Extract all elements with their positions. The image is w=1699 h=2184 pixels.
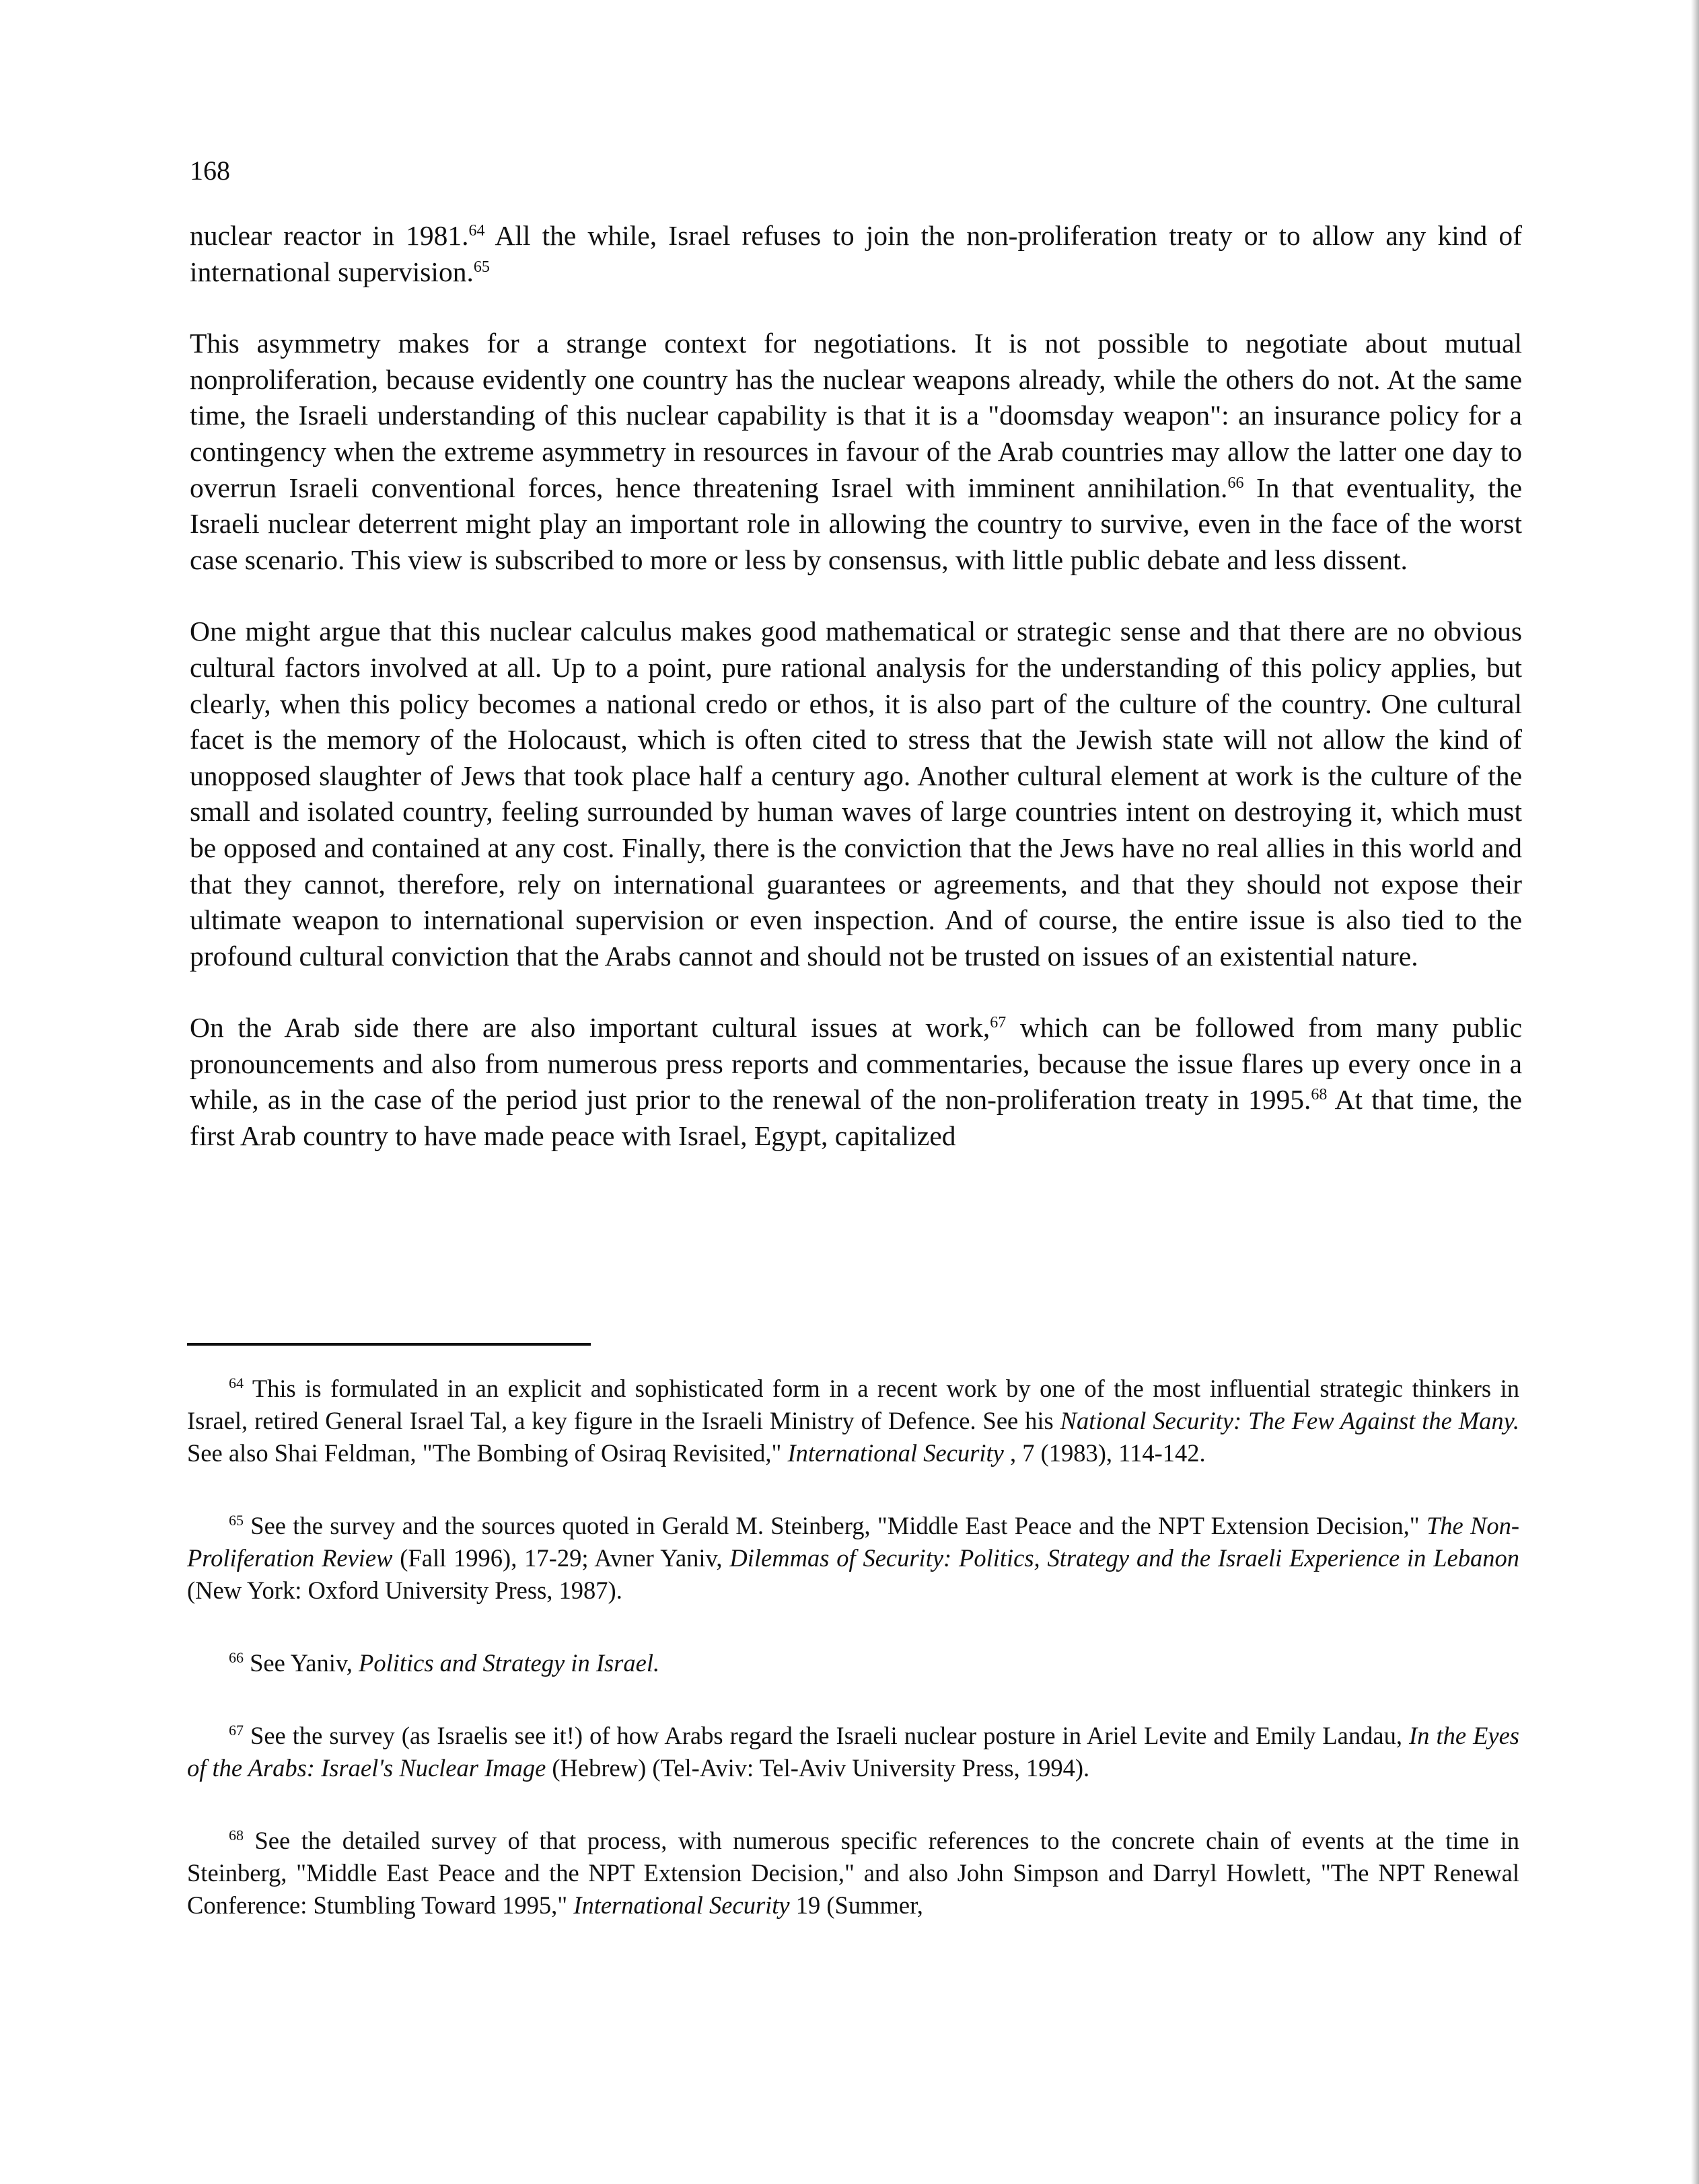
footnote-number [229,1647,244,1679]
text-run: (New York: Oxford University Press, 1987). [187,1576,622,1604]
text-run: On the Arab side there are also important cultural issues at work, [190,1012,990,1044]
text-run: (Hebrew) (Tel-Aviv: Tel-Aviv University Press, 1994). [546,1754,1090,1782]
text-run: This is formulated in an explicit and sophisticated form in a recent work by one of the most influential strategic thinkers in Israel, retired General Israel Tal, a key figure in the Israeli Ministry of Defence. See his [187,1375,1519,1434]
text-run: nuclear reactor in 1981. [190,220,469,251]
paragraph [190,614,1522,974]
text-run: See Yaniv, [244,1649,359,1677]
footnotes-section [187,1373,1519,1962]
italic-title: In the Eyes of the Arabs: Israel's Nuclear Image [187,1722,1519,1782]
footnote-number [229,1510,244,1542]
italic-title: National Security: The Few Against the Many. [1060,1407,1519,1434]
paragraph [190,218,1522,290]
text-run: which can be followed from many public pronouncements and also from numerous press reports and commentaries, because the issue flares up every once in a while, as in the case of the period just prior to the renewal of the non-proliferation treaty in 1995. [190,1012,1522,1116]
text-run: All the while, Israel refuses to join the non-proliferation treaty or to allow any kind of international supervision. [190,220,1522,287]
footnote-reference: 67 [990,1014,1007,1032]
text-run: At that time, the first Arab country to have made peace with Israel, Egypt, capitalized [190,1084,1522,1152]
italic-title: International Security [787,1439,1004,1467]
footnote-divider [187,1343,591,1346]
footnote [187,1373,1519,1469]
text-run: This asymmetry makes for a strange context for negotiations. It is not possible to negotiate about mutual nonproliferation, because evidently one country has the nuclear weapons already, while the others do not. At the same time, the Israeli understanding of this nuclear capability is that it is a "doomsday weapon": an insurance policy for a contingency when the extreme asymmetry in resources in favour of the Arab countries may allow the latter one day to overrun Israeli conventional forces, hence threatening Israel with imminent annihilation. [190,328,1522,503]
footnote-number-label: 65 [229,1512,244,1529]
text-run: , 7 (1983), 114-142. [1003,1439,1206,1467]
footnote [187,1510,1519,1607]
text-run: See the survey and the sources quoted in Gerald M. Steinberg, "Middle East Peace and the NPT Extension Decision," [244,1512,1426,1539]
text-run: See also Shai Feldman, "The Bombing of Osiraq Revisited," [187,1439,788,1467]
footnote-reference: 66 [1227,474,1244,492]
footnote-reference: 64 [468,222,485,240]
paragraph [190,1010,1522,1154]
scan-edge-shadow [1691,0,1699,2184]
footnote-number-label: 68 [229,1827,244,1844]
footnote [187,1825,1519,1922]
text-run: See the survey (as Israelis see it!) of how Arabs regard the Israeli nuclear posture in Ariel Levite and Emily Landau, [244,1722,1410,1749]
footnote-number [229,1825,244,1857]
footnote-number-label: 66 [229,1649,244,1666]
footnote-reference: 65 [473,258,490,276]
text-run: One might argue that this nuclear calculus makes good mathematical or strategic sense and that there are no obvious cultural factors involved at all. Up to a point, pure rational analysis for the understanding of this policy applies, but clearly, when this policy becomes a national credo or ethos, it is also part of the culture of the country. One cultural facet is the memory of the Holocaust, which is often cited to stress that the Jewish state will not allow the kind of unopposed slaughter of Jews that took place half a century ago. Another cultural element at work is the culture of the small and isolated country, feeling surrounded by human waves of large countries intent on destroying it, which must be opposed and contained at any cost. Finally, there is the conviction that the Jews have no real allies in this world and that they cannot, therefore, rely on international guarantees or agreements, and that they should not expose their ultimate weapon to international supervision or even inspection. And of course, the entire issue is also tied to the profound cultural conviction that the Arabs cannot and should not be trusted on issues of an existential nature. [190,616,1522,972]
footnote-number [229,1720,244,1752]
footnote-number [229,1373,244,1405]
footnote-number-label: 64 [229,1375,244,1391]
italic-title: Dilemmas of Security: Politics, Strategy and the Israeli Experience in Lebanon [729,1544,1520,1572]
text-run: See the detailed survey of that process, with numerous specific references to the concrete chain of events at the time in Steinberg, "Middle East Peace and the NPT Extension Decision," and also John Simpson and Darryl Howlett, "The NPT Renewal Conference: Stumbling Toward 1995," [187,1827,1519,1919]
italic-title: Politics and Strategy in Israel. [359,1649,660,1677]
text-run: 19 (Summer, [789,1891,923,1919]
text-run: In that eventuality, the Israeli nuclear deterrent might play an important role in allowing the country to survive, even in the face of the worst case scenario. This view is subscribed to more or less by consensus, with little public debate and less dissent. [190,472,1523,575]
italic-title: International Security [573,1891,790,1919]
main-text [190,218,1522,1155]
footnote-number-label: 67 [229,1722,244,1739]
page-number: 168 [190,155,230,186]
italic-title: The Non-Proliferation Review [187,1512,1520,1572]
footnote [187,1720,1519,1784]
footnote-reference: 68 [1311,1086,1328,1104]
text-run: (Fall 1996), 17-29; Avner Yaniv, [392,1544,730,1572]
paragraph [190,326,1522,578]
footnote [187,1647,1519,1679]
